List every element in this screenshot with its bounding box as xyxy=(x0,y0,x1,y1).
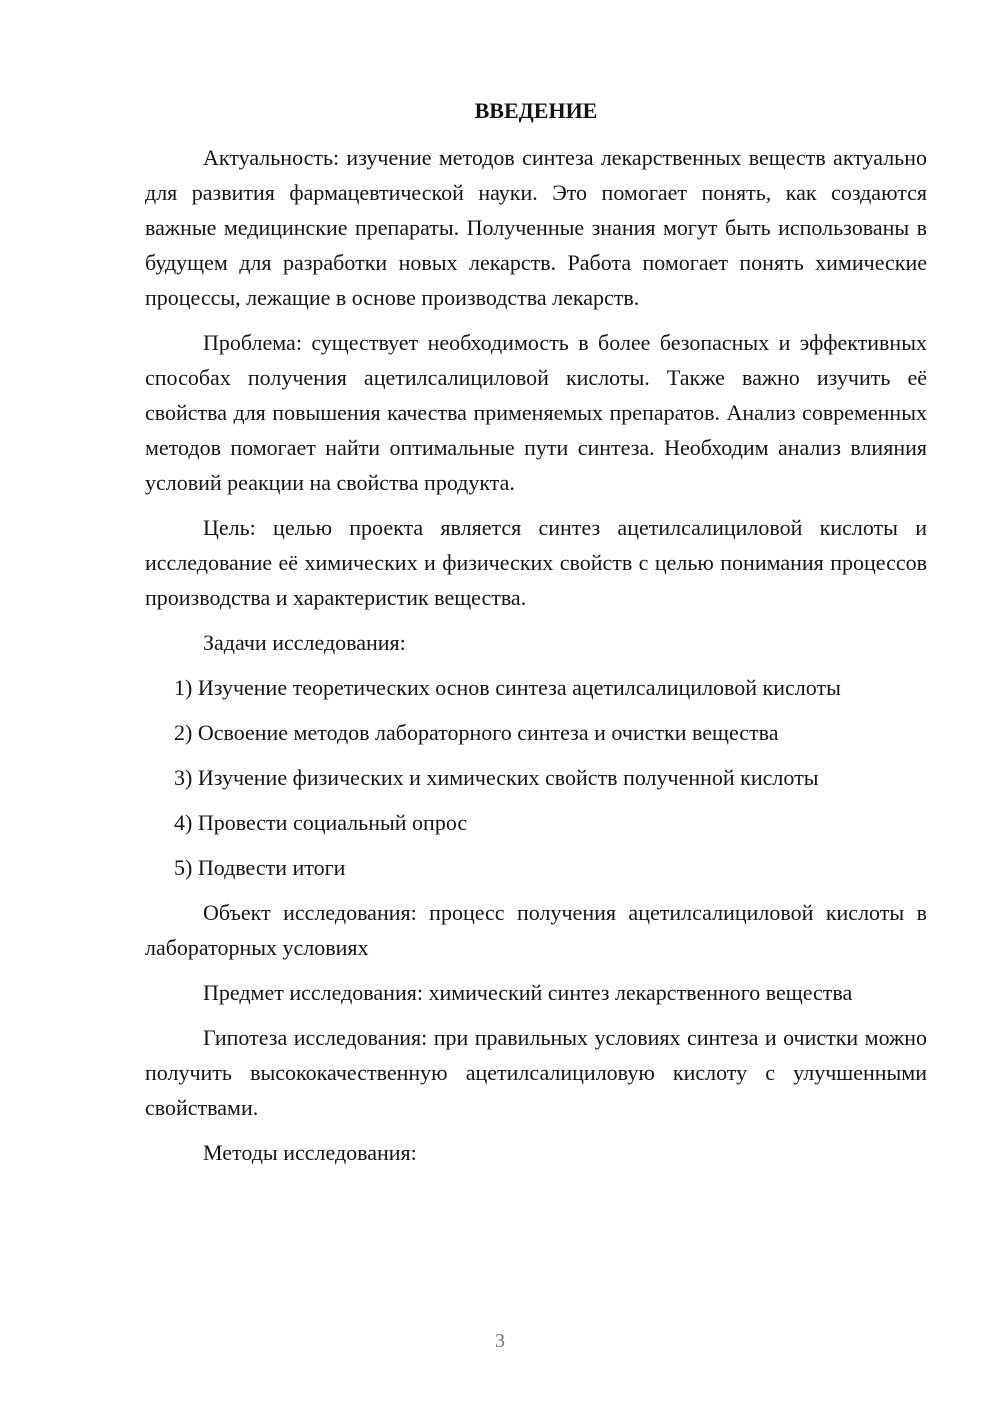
list-item: 4) Провести социальный опрос xyxy=(174,810,468,835)
hypothesis-paragraph: Гипотеза исследования: при правильных условиях синтеза и очистки можно получить высококачественную ацетилсалициловую кислоту с улучшенными свойствами. xyxy=(145,1025,927,1120)
list-item: 3) Изучение физических и химических свойств полученной кислоты xyxy=(174,765,819,790)
goal-paragraph: Цель: целью проекта является синтез ацетилсалициловой кислоты и исследование её химических и физических свойств с целью понимания процессов производства и характеристик вещества. xyxy=(145,515,927,610)
list-item: 1) Изучение теоретических основ синтеза ацетилсалициловой кислоты xyxy=(174,675,841,700)
list-item: 2) Освоение методов лабораторного синтеза и очистки вещества xyxy=(174,720,779,745)
tasks-list xyxy=(145,670,927,885)
tasks-heading: Задачи исследования: xyxy=(203,630,406,655)
subject-paragraph: Предмет исследования: химический синтез лекарственного вещества xyxy=(203,980,853,1005)
page-number: 3 xyxy=(495,1330,505,1352)
methods-heading: Методы исследования: xyxy=(203,1140,417,1165)
list-item: 5) Подвести итоги xyxy=(174,855,346,880)
relevance-paragraph: Актуальность: изучение методов синтеза лекарственных веществ актуально для развития фармацевтической науки. Это помогает понять, как создаются важные медицинские препараты. Полученные знания могут быть использованы в будущем для разработки новых лекарств. Работа помогает понять химические процессы, лежащие в основе производства лекарств. xyxy=(145,145,927,310)
page-title: ВВЕДЕНИЕ xyxy=(474,98,598,123)
document-page xyxy=(145,96,927,1180)
object-paragraph: Объект исследования: процесс получения ацетилсалициловой кислоты в лабораторных условиях xyxy=(145,900,927,960)
problem-paragraph: Проблема: существует необходимость в более безопасных и эффективных способах получения ацетилсалициловой кислоты. Также важно изучить её свойства для повышения качества применяемых препаратов. Анализ современных методов помогает найти оптимальные пути синтеза. Необходим анализ влияния условий реакции на свойства продукта. xyxy=(145,330,927,495)
